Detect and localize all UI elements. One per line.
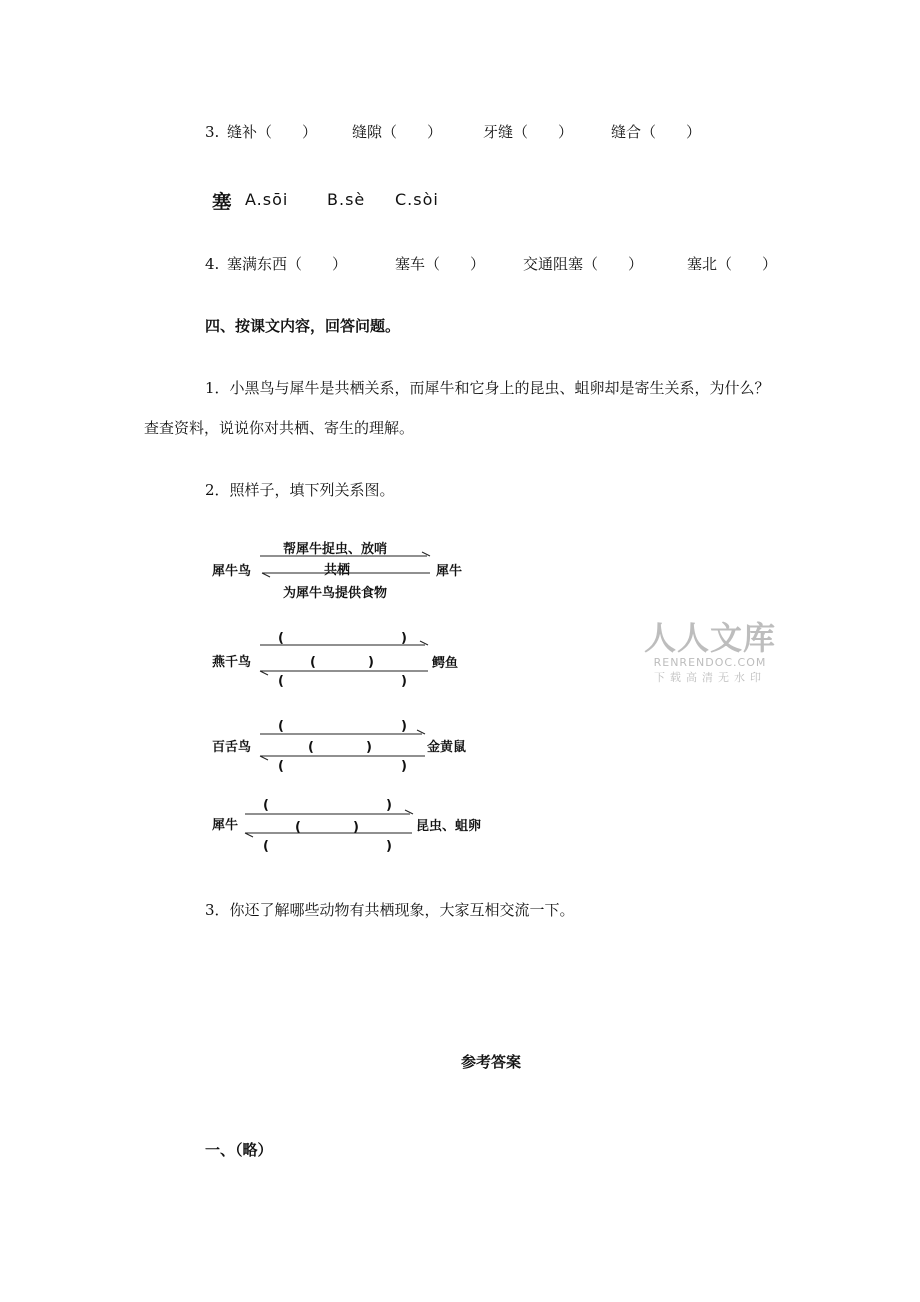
q4-item: 交通阻塞（ ） [523,255,644,273]
diagram-right-label: 金黄鼠 [427,740,467,755]
diagram-right-label: 鳄鱼 [432,656,459,671]
q4-item: 塞车（ ） [395,255,486,273]
diagram-left-label: 百舌鸟 [212,740,252,755]
diagram-bottom-blank[interactable]: ( ) [278,759,407,774]
q4-item: 塞满东西（ ） [227,255,348,273]
relation-diagram-blank [200,622,500,692]
sai-char: 塞 [212,191,232,213]
diagram-right-label: 昆虫、蛆卵 [416,819,482,834]
diagram-left-label: 犀牛鸟 [212,564,252,579]
q3-number: 3. [205,123,220,141]
sai-colon: ： [227,194,241,210]
relation-diagram-example [200,535,500,605]
diagram-top-blank[interactable]: ( ) [278,719,407,734]
q3-item: 缝补（ ） [227,123,318,141]
section-4-title: 四、按课文内容，回答问题。 [205,317,401,335]
q3-item: 缝隙（ ） [352,123,443,141]
question-4-row [205,254,805,274]
question-1-line-1: 1．小黑鸟与犀牛是共栖关系，而犀牛和它身上的昆虫、蛆卵却是寄生关系，为什么？ [205,379,770,397]
watermark-slogan: 下载高清无水印 [654,671,766,684]
diagram-top-label: 帮犀牛捉虫、放哨 [283,542,388,557]
watermark-brand: 人人文库 [643,619,776,657]
q3-item: 缝合（ ） [611,123,702,141]
answers-section-one: 一、（略） [205,1141,273,1159]
diagram-bottom-blank[interactable]: ( ) [278,674,407,689]
q4-item: 塞北（ ） [687,255,778,273]
sai-option-c: C.sòi [395,190,439,209]
relation-diagram-blank [200,792,500,862]
diagram-left-label: 犀牛 [212,818,239,833]
diagram-mid-label: 共栖 [324,563,351,578]
question-2-text: 2．照样子，填下列关系图。 [205,481,395,499]
q3-item: 牙缝（ ） [483,123,574,141]
sai-option-b: B.sè [327,190,366,209]
diagram-top-blank[interactable]: ( ) [278,631,407,646]
question-3-text: 3．你还了解哪些动物有共栖现象，大家互相交流一下。 [205,901,575,919]
watermark-domain: RENRENDOC.COM [653,656,767,669]
answers-title: 参考答案 [461,1053,522,1071]
sai-option-a: A.sōi [245,190,289,209]
question-1-line-2: 查查资料，说说你对共栖、寄生的理解。 [144,419,415,437]
diagram-bottom-label: 为犀牛鸟提供食物 [283,586,388,601]
diagram-mid-blank[interactable]: ( ) [295,820,359,835]
diagram-mid-blank[interactable]: ( ) [308,740,372,755]
watermark [640,620,780,685]
diagram-right-label: 犀牛 [436,564,463,579]
relation-diagram-blank [200,712,500,782]
question-3-row [205,122,765,142]
diagram-mid-blank[interactable]: ( ) [310,655,374,670]
diagram-bottom-blank[interactable]: ( ) [263,839,392,854]
diagram-left-label: 燕千鸟 [212,655,252,670]
diagram-top-blank[interactable]: ( ) [263,798,392,813]
q4-number: 4. [205,255,220,273]
sai-pronunciation-row [212,187,512,213]
